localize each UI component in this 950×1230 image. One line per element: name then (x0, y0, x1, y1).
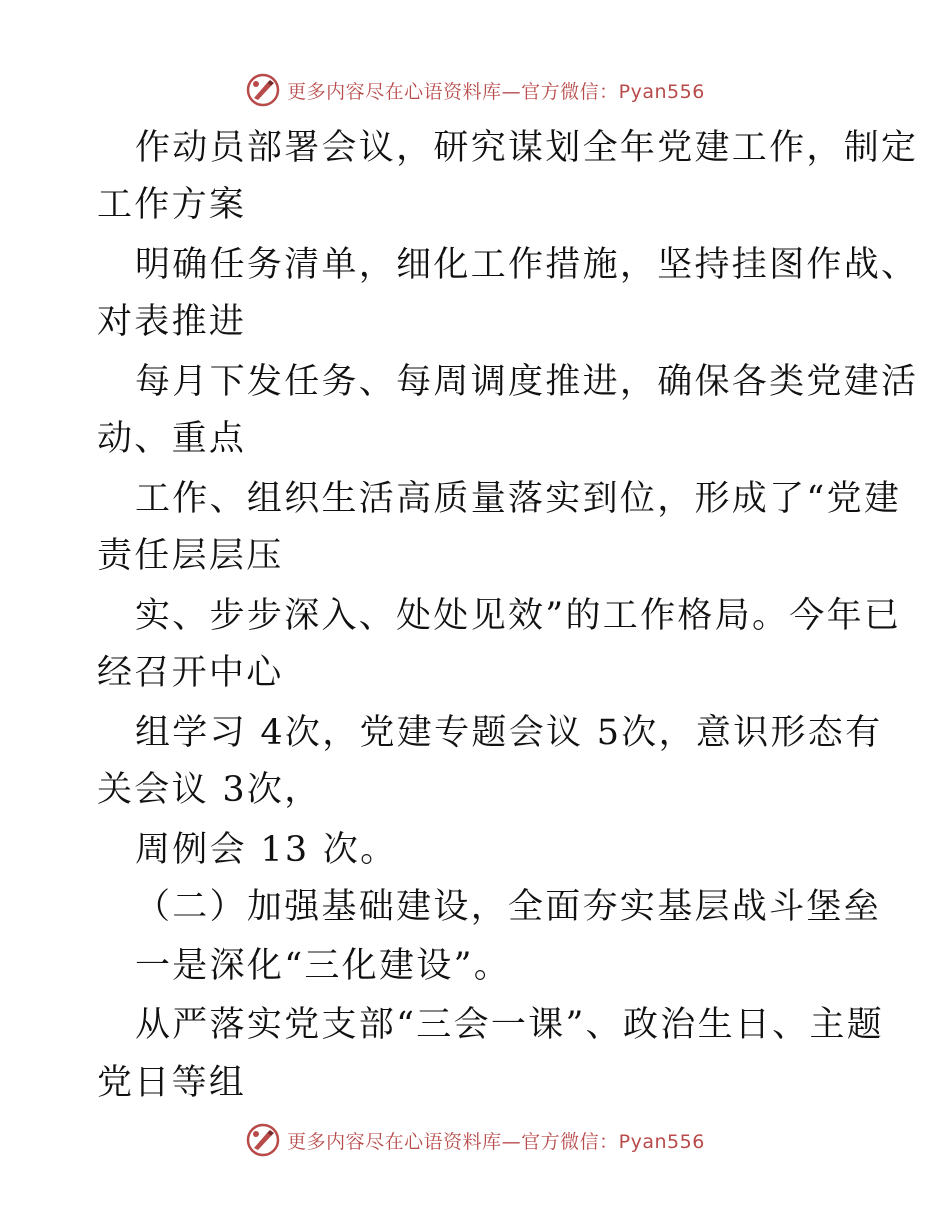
pen-seal-icon (245, 72, 281, 108)
paragraph-line: 实、步步深入、处处见效”的工作格局。今年已 (135, 596, 902, 636)
paragraph-line: 关会议 3次， (97, 770, 322, 810)
paragraph-line: 一是深化“三化建设”。 (135, 946, 512, 986)
header-watermark-text: 更多内容尽在心语资料库—官方微信：Pyan556 (287, 80, 705, 103)
header-watermark (0, 70, 950, 110)
paragraph-line: 对表推进 (97, 302, 247, 342)
paragraph-line: 每月下发任务、每周调度推进，确保各类党建活 (135, 362, 919, 402)
paragraph-line: 党日等组 (97, 1063, 247, 1103)
pen-seal-icon (245, 1122, 281, 1158)
paragraph-line: 工作方案 (97, 185, 247, 225)
paragraph-line: 工作、组织生活高质量落实到位，形成了“党建 (135, 479, 902, 519)
footer-watermark (0, 1120, 950, 1160)
paragraph-line: 周例会 13 次。 (135, 830, 398, 870)
paragraph-line: 明确任务清单，细化工作措施，坚持挂图作战、 (135, 245, 919, 285)
paragraph-line: 经召开中心 (97, 653, 284, 693)
paragraph-line: 组学习 4次，党建专题会议 5次，意识形态有 (135, 713, 883, 753)
section-heading: （二）加强基础建设，全面夯实基层战斗堡垒 (135, 887, 882, 927)
paragraph-line: 从严落实党支部“三会一课”、政治生日、主题 (135, 1005, 885, 1045)
footer-watermark-text: 更多内容尽在心语资料库—官方微信：Pyan556 (287, 1130, 705, 1153)
paragraph-line: 责任层层压 (97, 536, 284, 576)
paragraph-line: 动、重点 (97, 419, 247, 459)
paragraph-line: 作动员部署会议，研究谋划全年党建工作，制定 (135, 128, 919, 168)
